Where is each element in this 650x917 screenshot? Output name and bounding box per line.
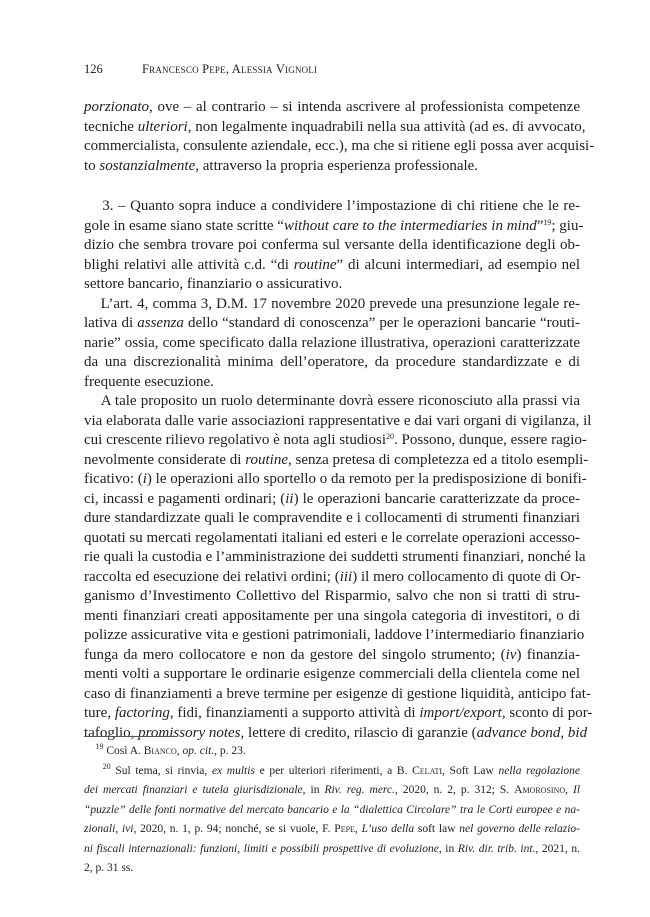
footnote-line: “puzzle” delle fonti normative del mercato bancario e la “dialettica Circolare” tra le Corti europee e na- <box>84 803 580 816</box>
body-line: narie” ossia, come specificato dalla relazione illustrativa, operazioni caratterizzate <box>84 334 580 351</box>
body-line: quotati su mercati regolamentati italiani ed esteri e le correlate operazioni accesso- <box>84 529 581 546</box>
body-line: dizio che sembra trovare poi conferma sul versante della identificazione degli ob- <box>84 237 580 253</box>
footnote-separator <box>84 736 177 737</box>
body-line: blighi relativi alle attività c.d. “di routine” di alcuni intermediari, ad esempio nel <box>84 256 580 273</box>
body-line: lativa di assenza dello “standard di conoscenza” per le operazioni bancarie “routi- <box>84 315 580 331</box>
footnotes <box>84 744 580 881</box>
body-line: ficativo: (i) le operazioni allo sportello o da remoto per la predisposizione di bonifi- <box>84 471 587 487</box>
body-line: polizze assicurative vita e gestioni patrimoniali, laddove l’intermediario finanziario <box>84 627 585 643</box>
body-line: frequente esecuzione. <box>84 373 214 390</box>
body-line: tecniche ulteriori, non legalmente inquadrabili nella sua attività (ad es. di avvocato, <box>84 118 586 135</box>
body-line: cui crescente rilievo regolativo è nota agli studiosi$^{20}$. Possono, dunque, essere ragio- <box>84 432 587 448</box>
body-line: porzionato, ove – al contrario – si intenda ascrivere al professionista competenze <box>84 99 580 115</box>
body-line: settore bancario, finanziario o assicurativo. <box>84 276 343 292</box>
footnote-line: $^{20}$ Sul tema, si rinvia, ex multis e per ulteriori riferimenti, a B. Celati, Soft Law nella regolazione <box>102 761 581 777</box>
body-line: nevolmente considerate di routine, senza pretesa di completezza ed a titolo esempli- <box>84 451 589 468</box>
page-number: 126 <box>84 62 103 76</box>
body-line: menti volti a supportare le ordinarie esigenze commerciali della clientela come nel <box>84 666 580 682</box>
body-line: raccolta ed esecuzione dei relativi ordini; (iii) il mero collocamento di quote di Or- <box>84 568 581 585</box>
page-header <box>84 62 584 78</box>
body-text <box>84 98 595 743</box>
body-line: funga da mero collocatore e non da gestore del singolo strumento; (iv) finanzia- <box>84 646 580 663</box>
body-line: ci, incassi e pagamenti ordinari; (ii) le operazioni bancarie caratterizzate da proce- <box>84 490 580 507</box>
running-head: Francesco Pepe, Alessia Vignoli <box>142 62 318 76</box>
footnote-line: dei mercati finanziari e tutela giurisdizionale, in Riv. reg. merc., 2020, n. 2, p. 312; S. Amorosino, Il <box>84 784 581 796</box>
footnote-line: zionali, ivi, 2020, n. 1, p. 94; nonché, se si vuole, F. Pepe, L’uso della soft law nel governo delle relazio- <box>84 823 580 835</box>
body-line: gole in esame siano state scritte “without care to the intermediaries in mind”$^{19}$; giu- <box>84 217 584 234</box>
body-line: da una discrezionalità minima dell’operatore, da procedure standardizzate e di <box>84 354 580 370</box>
footnote-line: 2, p. 31 ss. <box>84 862 134 874</box>
body-line: to sostanzialmente, attraverso la propria esperienza professionale. <box>84 157 479 174</box>
footnote-line: ni fiscali internazionali: funzioni, limiti e possibili prospettive di evoluzione, in Riv. dir. trib. int., 2021, n. <box>84 842 581 855</box>
body-line: ture, factoring, fidi, finanziamenti a supporto attività di import/export, sconto di por- <box>84 705 593 721</box>
body-line: via elaborata dalle varie associazioni rappresentative e dai vari organi di vigilanza, il <box>84 412 592 429</box>
footnote-line: $^{19}$ Così A. Bianco, op. cit., p. 23. <box>95 742 246 757</box>
body-line: commercialista, consulente aziendale, ecc.), ma che si ritiene egli possa aver acquisi- <box>84 138 595 154</box>
paragraph-gap <box>84 176 580 197</box>
body-line: caso di finanziamenti a breve termine per esigenze di gestione liquidità, anticipo fat- <box>84 685 591 702</box>
body-line: L’art. 4, comma 3, D.M. 17 novembre 2020 prevede una presunzione legale re- <box>84 295 580 312</box>
body-line: 3. – Quanto sopra induce a condividere l’impostazione di chi ritiene che le re- <box>84 198 580 214</box>
body-line: A tale proposito un ruolo determinante dovrà essere riconosciuto alla prassi via <box>84 393 580 409</box>
body-line: ganismo d’Investimento Collettivo del Risparmio, salvo che non si tratti di stru- <box>84 588 580 604</box>
body-line: menti finanziari creati appositamente per una singola categoria di investitori, o di <box>84 607 580 624</box>
body-line: rie quali la custodia e l’amministrazione dei suddetti strumenti finanziari, nonché la <box>84 549 586 565</box>
body-line: tafoglio, promissory notes, lettere di credito, rilascio di garanzie (advance bond, bid <box>84 724 588 741</box>
body-line: dure standardizzate quali le compravendite e i collocamenti di strumenti finanziari <box>84 510 580 526</box>
